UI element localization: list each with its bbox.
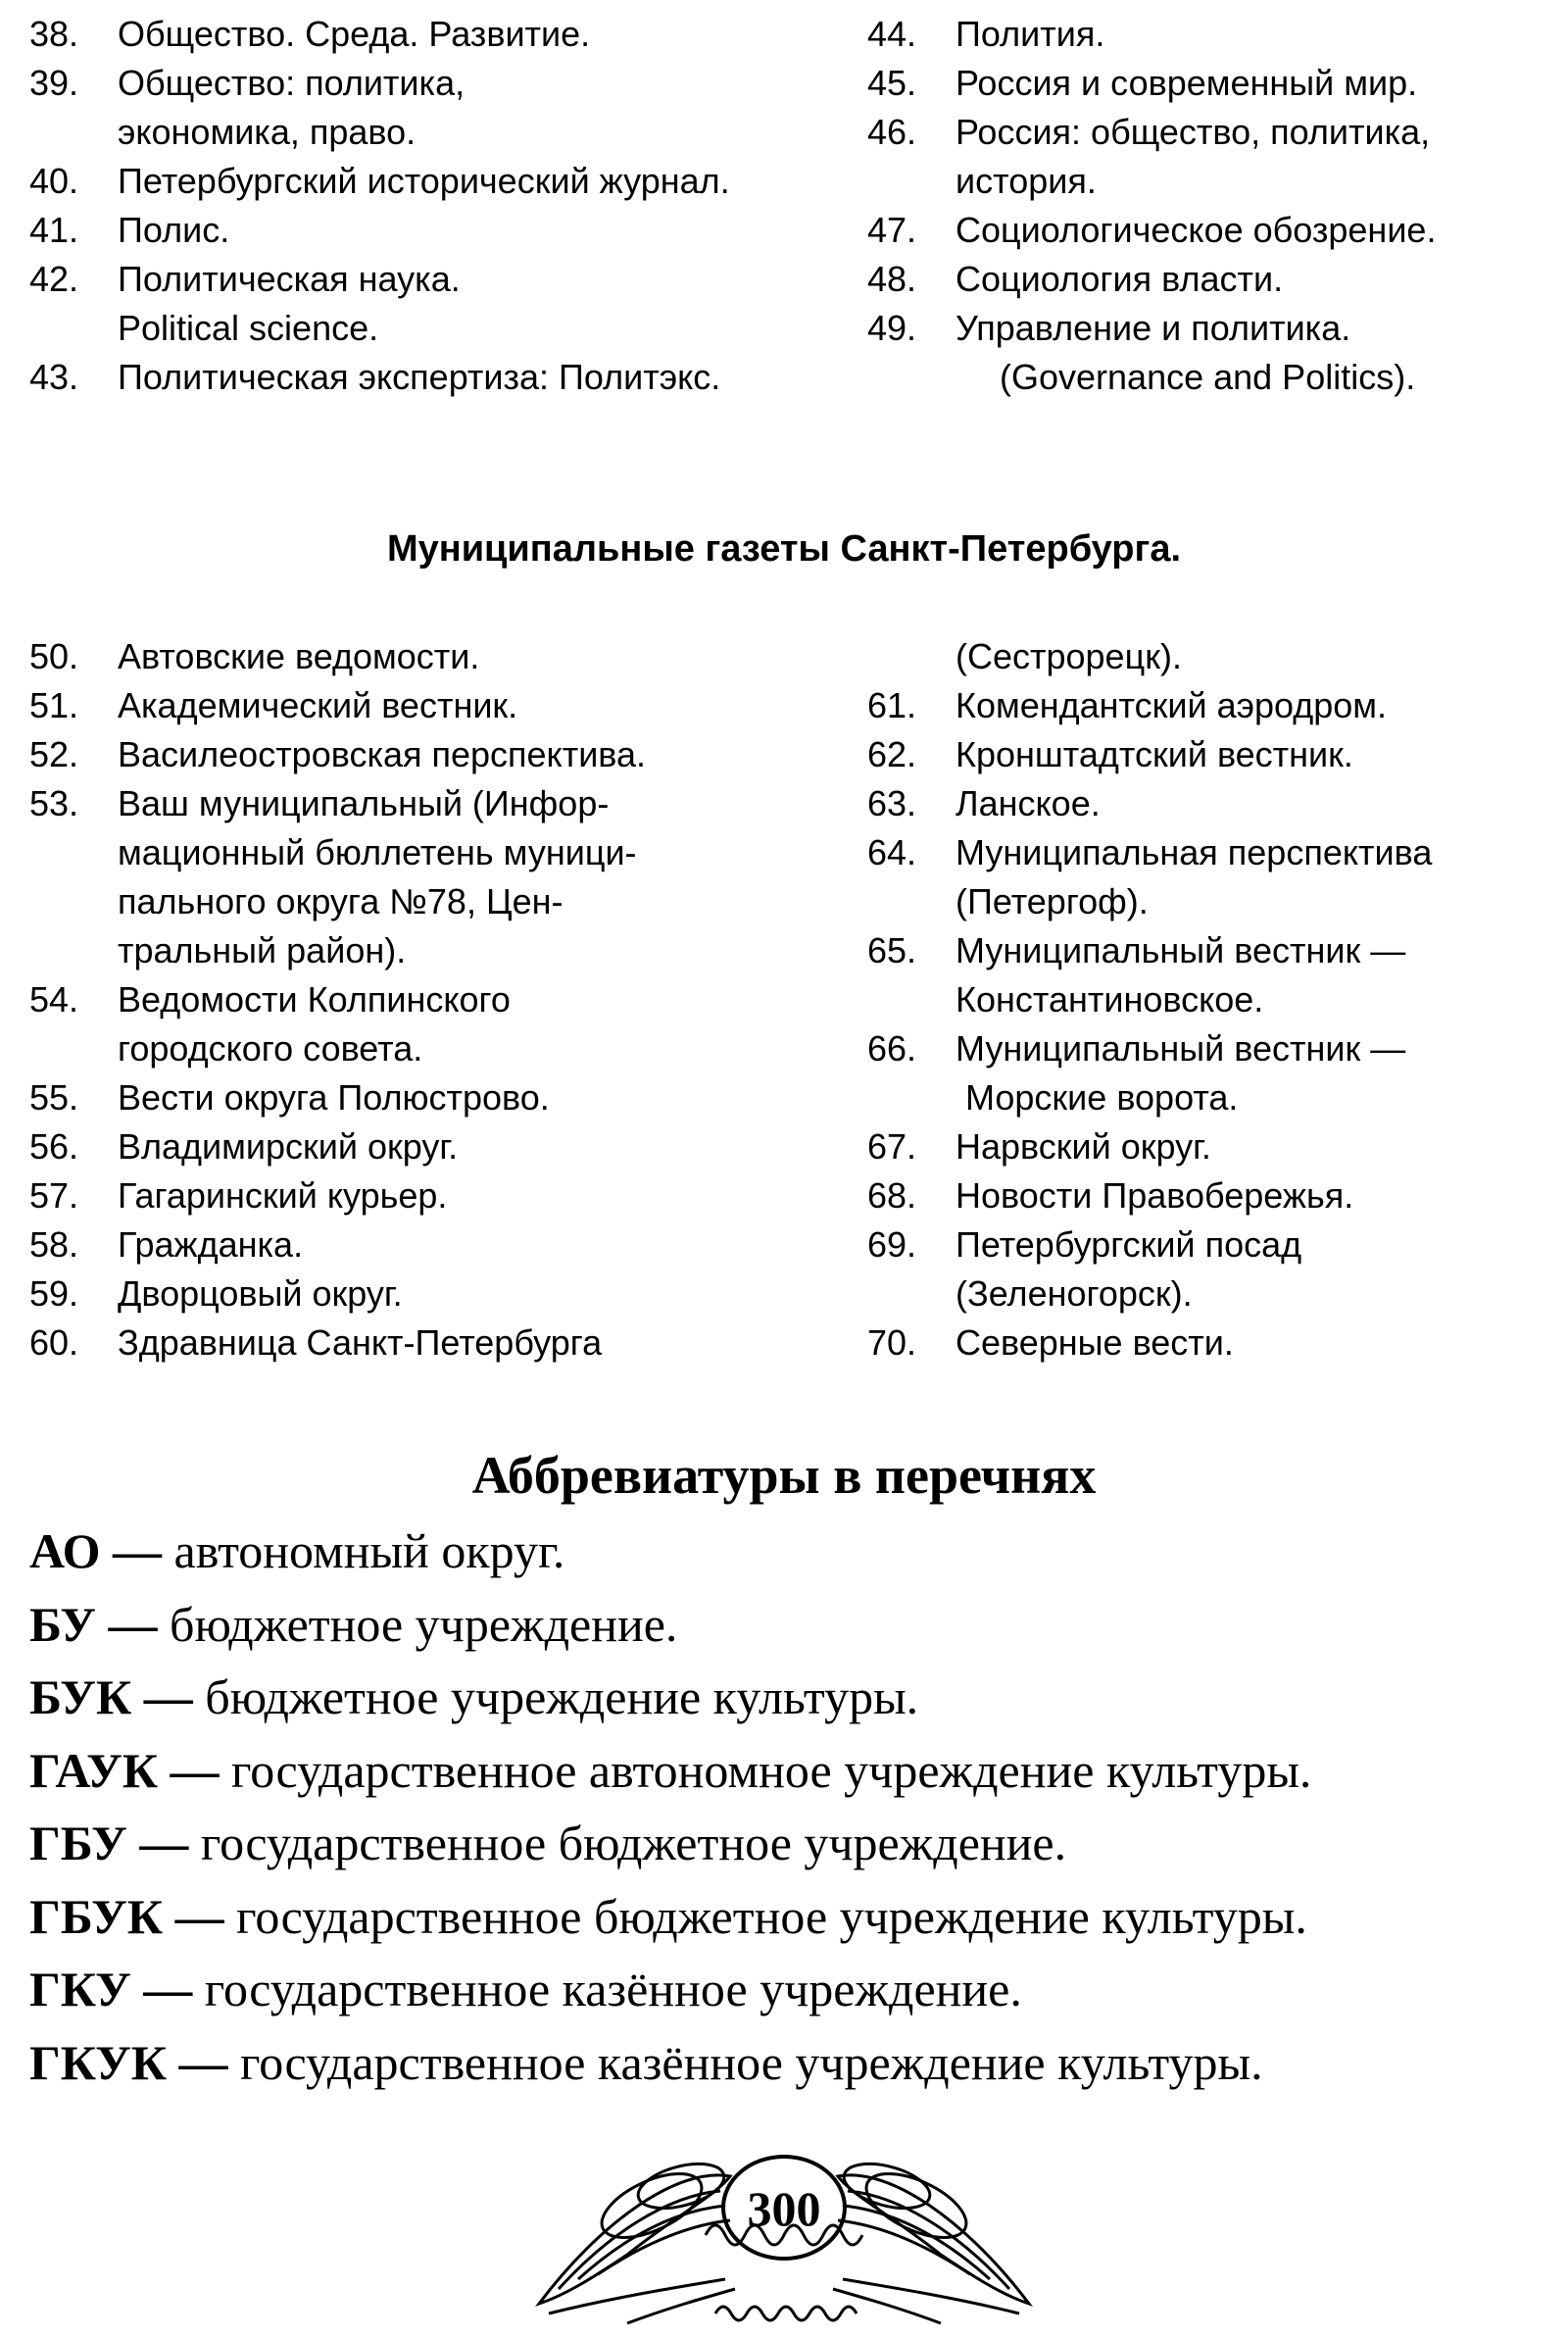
list-item-number: 69. xyxy=(867,1224,917,1265)
list-item-number: 63. xyxy=(867,783,917,823)
list-item-text: тральный район). xyxy=(118,930,407,970)
list-item-number: 51. xyxy=(29,685,79,725)
list-item-number: 48. xyxy=(867,259,917,299)
list-item-number: 59. xyxy=(29,1273,79,1314)
list-item-text: Полития. xyxy=(956,14,1105,54)
list-item-text: Автовские ведомости. xyxy=(118,636,480,676)
list-item-text: Общество: политика, xyxy=(118,63,466,103)
list-item xyxy=(867,1024,1553,1122)
list-item-text: Социологическое обозрение. xyxy=(956,210,1437,250)
list-item-number: 49. xyxy=(867,308,917,348)
list-item xyxy=(29,1269,813,1318)
list-item-text: Новости Правобережья. xyxy=(956,1175,1354,1216)
list-item-text: Владимирский округ. xyxy=(118,1126,459,1167)
abbreviation-definition: государственное бюджетное учреждение. xyxy=(200,1816,1067,1870)
abbreviation-definition: государственное автономное учреждение культуры. xyxy=(231,1742,1312,1798)
list-item-number: 50. xyxy=(29,636,79,676)
list-item-text: Петербургский исторический журнал. xyxy=(118,161,730,201)
abbreviation-item xyxy=(29,1807,1558,1880)
list-item-text: Социология власти. xyxy=(956,259,1284,299)
municipal-newspapers-title: Муниципальные газеты Санкт-Петербурга. xyxy=(386,528,1182,570)
list-item xyxy=(29,1318,813,1368)
list-item xyxy=(29,730,813,779)
list-item-number: 42. xyxy=(29,259,79,299)
abbreviation-dash: — xyxy=(130,1962,205,2016)
abbreviation-dash: — xyxy=(131,1669,206,1724)
list-item-text: Полис. xyxy=(118,210,230,250)
list-item-number: 64. xyxy=(867,832,917,872)
list-item xyxy=(29,975,813,1073)
list-item-number: 66. xyxy=(867,1028,917,1069)
list-item xyxy=(29,632,813,681)
abbreviation-dash: — xyxy=(126,1816,201,1870)
list-item xyxy=(867,1122,1553,1171)
list-item xyxy=(29,255,813,353)
list-item-text: Россия: общество, политика, xyxy=(956,112,1431,152)
list-item-number: 47. xyxy=(867,210,917,250)
list-item-number: 70. xyxy=(867,1322,917,1363)
list-item xyxy=(867,828,1553,926)
list-item xyxy=(29,157,813,206)
abbreviation-definition: государственное казённое учреждение. xyxy=(204,1962,1022,2016)
list-item xyxy=(867,730,1553,779)
abbreviation-definition: бюджетное учреждение. xyxy=(170,1596,678,1652)
list-item xyxy=(29,353,813,402)
list-item-number: 38. xyxy=(29,14,79,54)
list-item-text: Ведомости Колпинского xyxy=(118,979,511,1020)
list-item-text: Дворцовый округ. xyxy=(118,1273,403,1314)
abbreviation-term: БУК xyxy=(29,1669,132,1724)
list-item-number: 58. xyxy=(29,1224,79,1265)
abbreviation-term: ГАУК xyxy=(29,1742,159,1798)
list-item-text: Муниципальный вестник — xyxy=(956,930,1406,970)
list-item-number: 61. xyxy=(867,685,917,725)
abbreviation-dash: — xyxy=(158,1742,232,1798)
list-item-text: Кронштадтский вестник. xyxy=(956,734,1353,774)
abbreviation-item xyxy=(29,1953,1558,2026)
list-item-text: мационный бюллетень муници- xyxy=(118,832,637,872)
list-item xyxy=(29,681,813,730)
list-item-number: 46. xyxy=(867,112,917,152)
list-item xyxy=(867,1318,1553,1368)
list-item xyxy=(867,926,1553,1024)
list-item-number: 67. xyxy=(867,1126,917,1167)
journals-list-right xyxy=(867,10,1553,402)
list-item-continuation xyxy=(867,632,1553,681)
list-item xyxy=(867,779,1553,828)
list-item xyxy=(29,10,813,59)
list-item xyxy=(29,779,813,975)
list-item-text: Здравница Санкт-Петербурга xyxy=(118,1322,603,1363)
list-item-text: Петербургский посад xyxy=(956,1224,1302,1265)
list-item xyxy=(867,1220,1553,1318)
list-item-text: Политическая наука. xyxy=(118,259,461,299)
list-item-text: Политическая экспертиза: Политэкс. xyxy=(118,357,721,397)
list-item-number: 53. xyxy=(29,783,79,823)
list-item xyxy=(867,255,1553,304)
list-item-text: (Петергоф). xyxy=(956,881,1149,921)
list-item-text: Political science. xyxy=(118,308,379,348)
list-item-text: Гражданка. xyxy=(118,1224,304,1265)
list-item-number: 44. xyxy=(867,14,917,54)
abbreviation-item xyxy=(29,1515,1558,1588)
list-item xyxy=(867,681,1553,730)
list-item xyxy=(867,304,1553,402)
list-item-text: Общество. Среда. Развитие. xyxy=(118,14,591,54)
abbreviation-dash: — xyxy=(96,1596,170,1652)
abbreviation-term: ГКУ xyxy=(29,1962,131,2016)
list-item-number: 39. xyxy=(29,63,79,103)
list-item-text: (Сестрорецк). xyxy=(956,636,1182,676)
abbreviation-item xyxy=(29,1880,1558,1954)
list-item-number: 52. xyxy=(29,734,79,774)
list-item-number: 45. xyxy=(867,63,917,103)
abbreviation-dash: — xyxy=(100,1523,174,1578)
page-number: 300 xyxy=(747,2181,821,2236)
list-item-text: (Governance and Politics). xyxy=(1000,357,1416,397)
journals-list-left xyxy=(29,10,813,402)
list-item-number: 57. xyxy=(29,1175,79,1216)
list-item-text: Василеостровская перспектива. xyxy=(118,734,647,774)
list-item-text: история. xyxy=(956,161,1097,201)
list-item xyxy=(867,108,1553,206)
list-item-number: 41. xyxy=(29,210,79,250)
list-item-text: Муниципальная перспектива xyxy=(956,832,1433,872)
list-item-text: Нарвский округ. xyxy=(956,1126,1211,1167)
abbreviation-term: ГКУК xyxy=(29,2034,168,2090)
abbreviations-list xyxy=(29,1515,1558,2099)
abbreviation-item xyxy=(29,1734,1558,1808)
list-item-text: Гагаринский курьер. xyxy=(118,1175,448,1216)
list-item xyxy=(29,1122,813,1171)
list-item-number: 55. xyxy=(29,1077,79,1118)
list-item-number: 60. xyxy=(29,1322,79,1363)
abbreviation-item xyxy=(29,1661,1558,1734)
abbreviation-definition: бюджетное учреждение культуры. xyxy=(205,1669,919,1724)
list-item-text: пального округа №78, Цен- xyxy=(118,881,564,921)
abbreviation-term: ГБУК xyxy=(29,1888,164,1944)
abbreviation-dash: — xyxy=(163,1888,237,1944)
list-item xyxy=(29,206,813,255)
list-item xyxy=(867,10,1553,59)
list-item-text: (Зеленогорск). xyxy=(956,1273,1193,1314)
abbreviation-item xyxy=(29,1588,1558,1662)
abbreviation-definition: автономный округ. xyxy=(173,1523,565,1578)
abbreviation-term: БУ xyxy=(29,1596,96,1652)
list-item xyxy=(867,206,1553,255)
list-item xyxy=(29,1220,813,1269)
municipal-list-right xyxy=(867,632,1553,1368)
list-item xyxy=(867,1171,1553,1220)
list-item-text: Управление и политика. xyxy=(956,308,1351,348)
list-item-text: Ланское. xyxy=(956,783,1101,823)
municipal-list-left xyxy=(29,632,813,1368)
list-item-number: 43. xyxy=(29,357,79,397)
abbreviations-title: Аббревиатуры в перечнях xyxy=(471,1446,1097,1505)
list-item xyxy=(29,1073,813,1122)
abbreviation-definition: государственное казённое учреждение культуры. xyxy=(240,2034,1263,2090)
list-item xyxy=(29,1171,813,1220)
list-item-number: 65. xyxy=(867,930,917,970)
list-item-number: 68. xyxy=(867,1175,917,1216)
list-item-text: экономика, право. xyxy=(118,112,416,152)
abbreviation-dash: — xyxy=(167,2034,241,2090)
abbreviation-term: ГБУ xyxy=(29,1816,127,1870)
list-item-text: Ваш муниципальный (Инфор- xyxy=(118,783,610,823)
list-item-text: Константиновское. xyxy=(956,979,1264,1020)
list-item-text: Комендантский аэродром. xyxy=(956,685,1388,725)
list-item-number: 62. xyxy=(867,734,917,774)
list-item-number: 56. xyxy=(29,1126,79,1167)
list-item-text: Россия и современный мир. xyxy=(956,63,1418,103)
list-item xyxy=(867,59,1553,108)
list-item-text: городского совета. xyxy=(118,1028,423,1069)
abbreviation-definition: государственное бюджетное учреждение культуры. xyxy=(236,1888,1307,1944)
abbreviation-term: АО xyxy=(29,1523,101,1578)
list-item-text: Северные вести. xyxy=(956,1322,1234,1363)
list-item-text: Академический вестник. xyxy=(118,685,518,725)
list-item-text: Вести округа Полюстрово. xyxy=(118,1077,550,1118)
list-item-number: 40. xyxy=(29,161,79,201)
list-item-number: 54. xyxy=(29,979,79,1020)
page-number-ornament xyxy=(480,2088,1088,2338)
list-item-text: Муниципальный вестник — xyxy=(956,1028,1406,1069)
list-item-text: Морские ворота. xyxy=(965,1077,1239,1118)
list-item xyxy=(29,59,813,157)
